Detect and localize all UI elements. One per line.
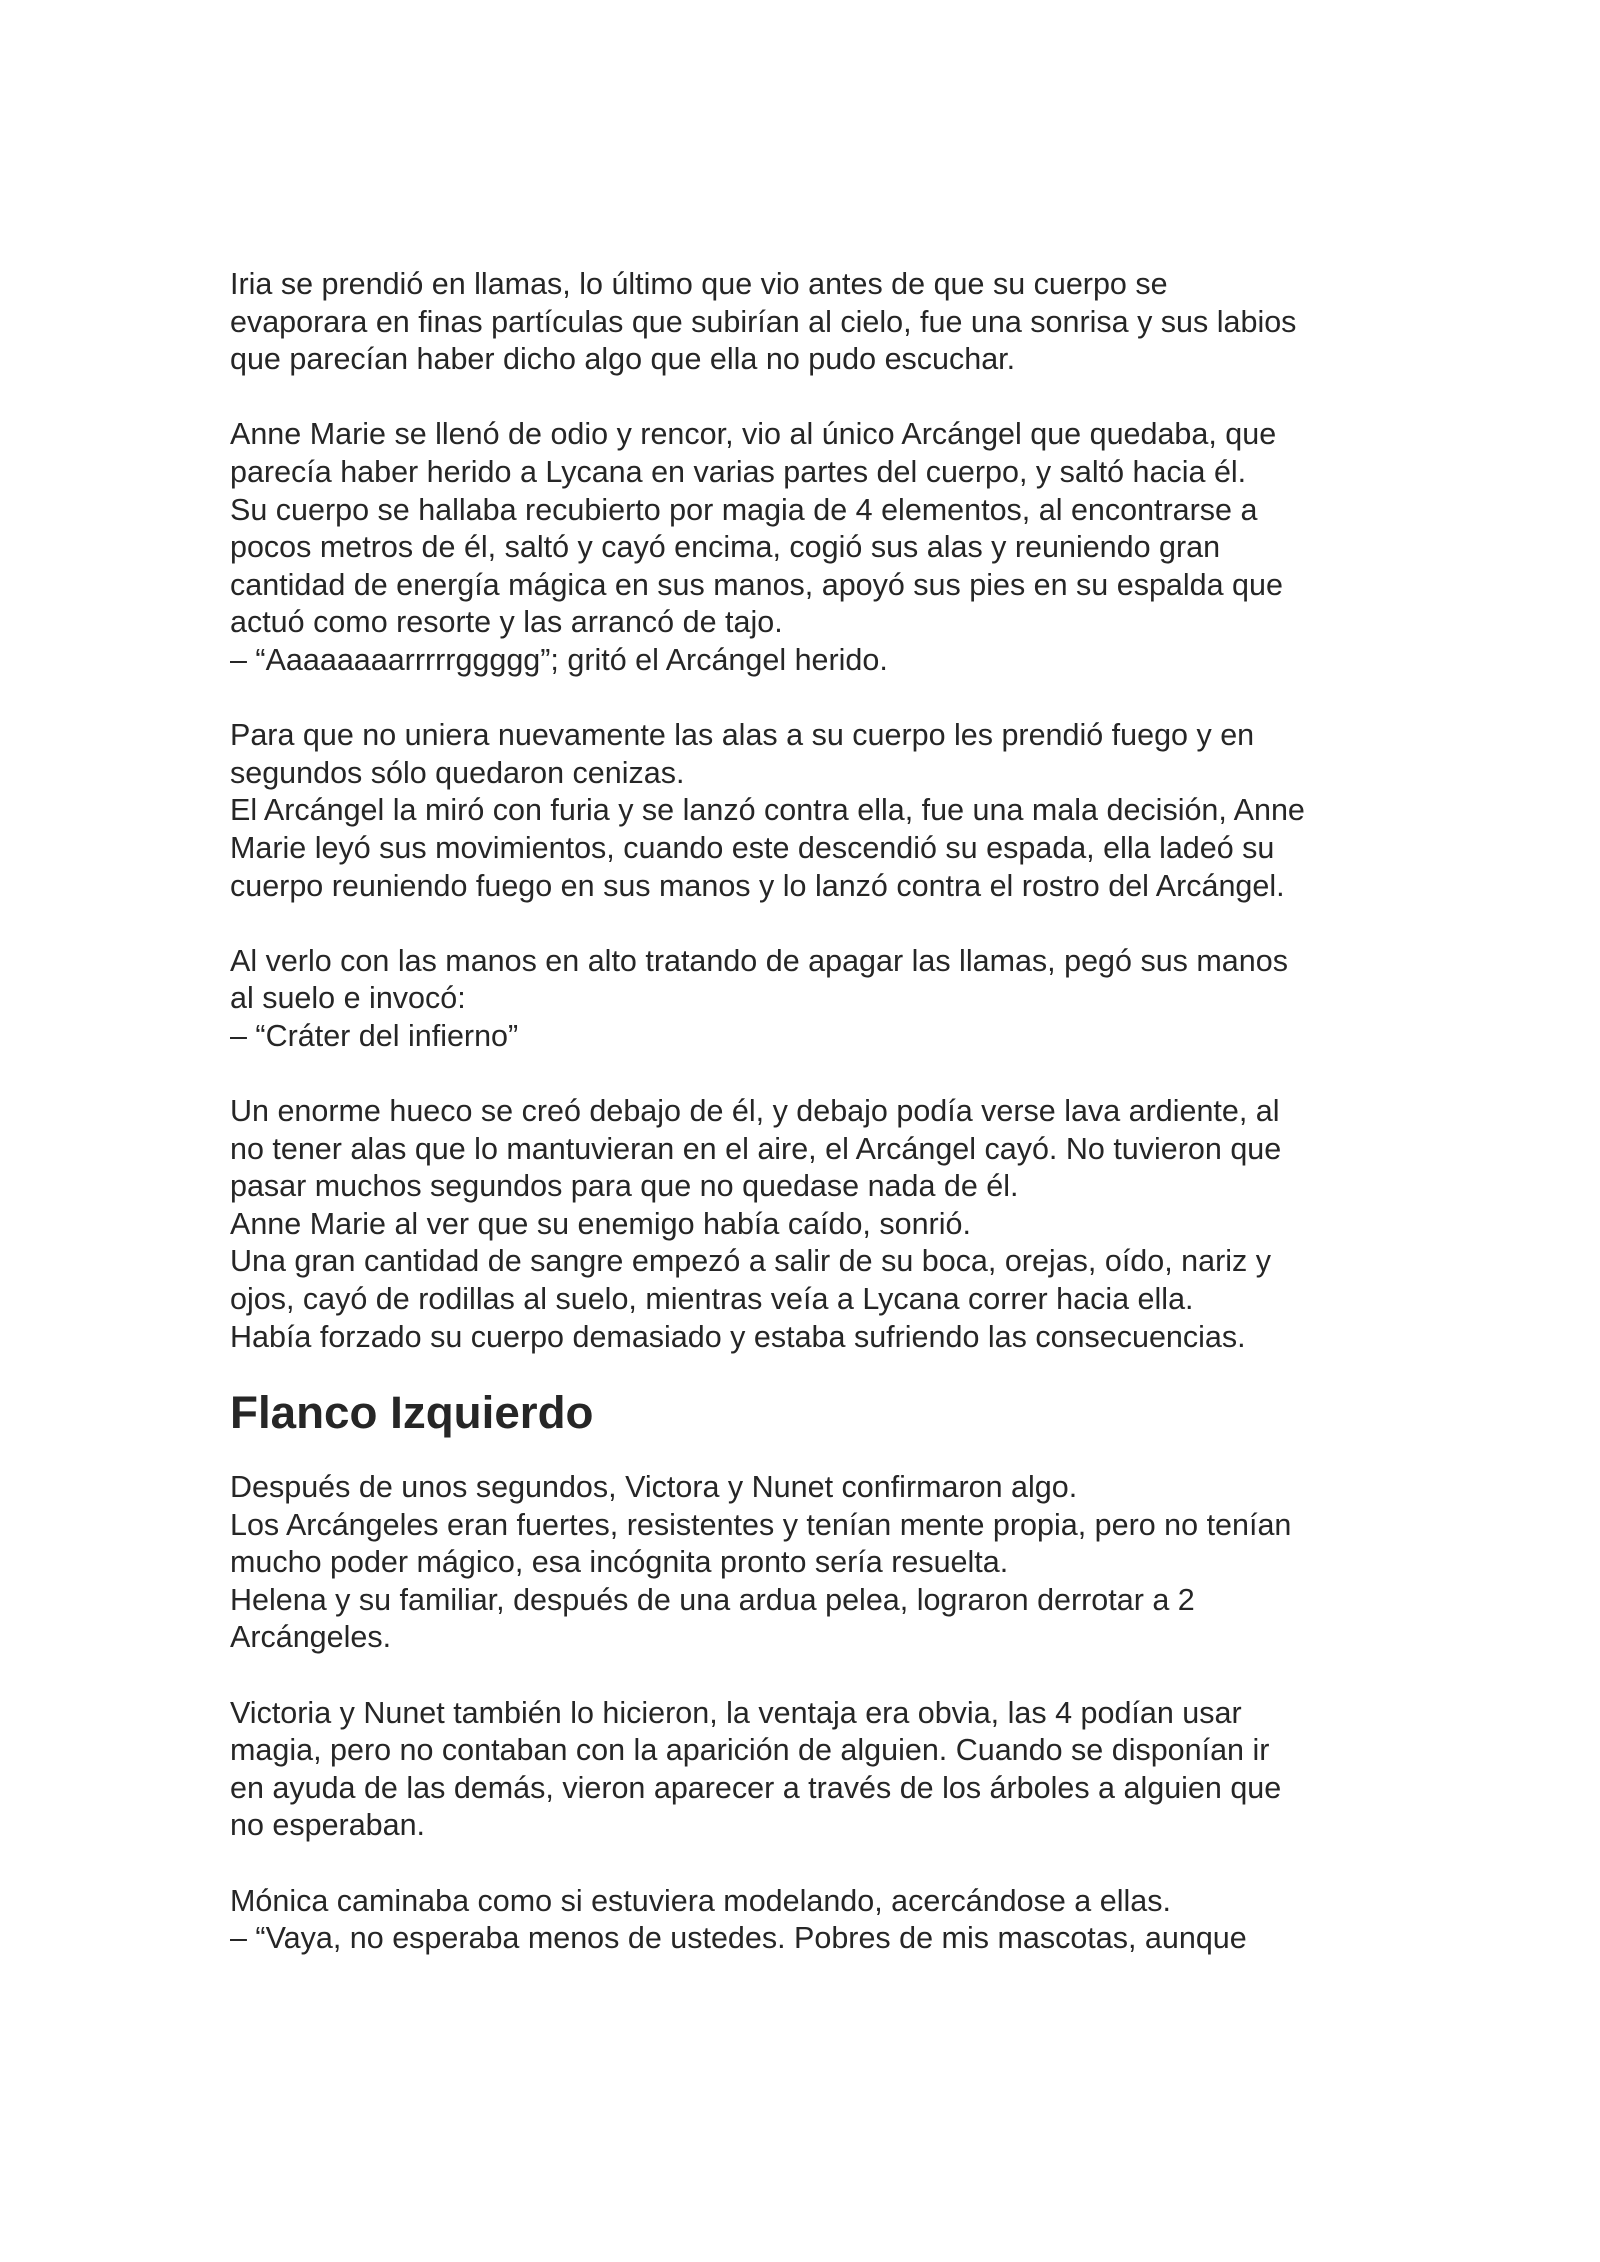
text-line: Anne Marie al ver que su enemigo había caído, sonrió. (230, 1206, 971, 1241)
text-line: cantidad de energía mágica en sus manos, apoyó sus pies en su espalda que (230, 567, 1283, 602)
paragraph (230, 717, 1390, 905)
text-line: mucho poder mágico, esa incógnita pronto sería resuelta. (230, 1545, 1009, 1580)
text-line: Su cuerpo se hallaba recubierto por magia de 4 elementos, al encontrarse a (230, 492, 1258, 527)
text-line: Al verlo con las manos en alto tratando de apagar las llamas, pegó sus manos (230, 943, 1288, 978)
text-line: Los Arcángeles eran fuertes, resistentes y tenían mente propia, pero no tenían (230, 1507, 1292, 1542)
text-line: Anne Marie se llenó de odio y rencor, vio al único Arcángel que quedaba, que (230, 417, 1277, 452)
text-line: parecía haber herido a Lycana en varias partes del cuerpo, y saltó hacia él. (230, 454, 1247, 489)
text-line: que parecían haber dicho algo que ella no pudo escuchar. (230, 342, 1016, 377)
section-heading: Flanco Izquierdo (230, 1386, 594, 1438)
paragraph (230, 1093, 1390, 1356)
dialogue-line: – “Aaaaaaaarrrrrggggg”; gritó el Arcángel herido. (230, 642, 888, 677)
text-line: magia, pero no contaban con la aparición de alguien. Cuando se disponían ir (230, 1733, 1270, 1768)
document-body (230, 266, 1390, 1995)
text-line: Mónica caminaba como si estuviera modelando, acercándose a ellas. (230, 1883, 1171, 1918)
paragraph (230, 943, 1390, 1056)
text-line: Después de unos segundos, Victora y Nunet confirmaron algo. (230, 1470, 1078, 1504)
text-line: Arcángeles. (230, 1620, 392, 1655)
text-line: no esperaban. (230, 1808, 426, 1843)
text-line: pocos metros de él, saltó y cayó encima, cogió sus alas y reuniendo gran (230, 530, 1221, 565)
text-line: cuerpo reuniendo fuego en sus manos y lo lanzó contra el rostro del Arcángel. (230, 868, 1285, 903)
text-line: Un enorme hueco se creó debajo de él, y debajo podía verse lava ardiente, al (230, 1094, 1280, 1129)
text-line: Helena y su familiar, después de una ardua pelea, lograron derrotar a 2 (230, 1582, 1195, 1617)
text-line: El Arcángel la miró con furia y se lanzó contra ella, fue una mala decisión, Anne (230, 793, 1305, 828)
text-line: Victoria y Nunet también lo hicieron, la ventaja era obvia, las 4 podían usar (230, 1695, 1242, 1730)
text-line: Una gran cantidad de sangre empezó a salir de su boca, orejas, oído, nariz y (230, 1244, 1272, 1279)
text-line: al suelo e invocó: (230, 981, 466, 1016)
dialogue-line: – “Vaya, no esperaba menos de ustedes. Pobres de mis mascotas, aunque (230, 1921, 1247, 1956)
text-line: segundos sólo quedaron cenizas. (230, 755, 685, 790)
paragraph (230, 1883, 1390, 1958)
text-line: no tener alas que lo mantuvieran en el aire, el Arcángel cayó. No tuvieron que (230, 1131, 1282, 1166)
text-line: Iria se prendió en llamas, lo último que vio antes de que su cuerpo se (230, 267, 1168, 301)
text-line: actuó como resorte y las arrancó de tajo. (230, 605, 783, 640)
dialogue-line: – “Cráter del infierno” (230, 1018, 519, 1053)
text-line: Para que no uniera nuevamente las alas a su cuerpo les prendió fuego y en (230, 718, 1255, 753)
text-line: Había forzado su cuerpo demasiado y estaba sufriendo las consecuencias. (230, 1319, 1246, 1354)
text-line: ojos, cayó de rodillas al suelo, mientras veía a Lycana correr hacia ella. (230, 1282, 1194, 1317)
text-line: evaporara en finas partículas que subirían al cielo, fue una sonrisa y sus labios (230, 304, 1297, 339)
text-line: en ayuda de las demás, vieron aparecer a través de los árboles a alguien que (230, 1770, 1282, 1805)
paragraph (230, 1695, 1390, 1845)
text-line: Marie leyó sus movimientos, cuando este descendió su espada, ella ladeó su (230, 830, 1275, 865)
paragraph (230, 266, 1390, 379)
text-line: pasar muchos segundos para que no quedase nada de él. (230, 1169, 1019, 1204)
paragraph (230, 1469, 1390, 1657)
paragraph (230, 416, 1390, 679)
